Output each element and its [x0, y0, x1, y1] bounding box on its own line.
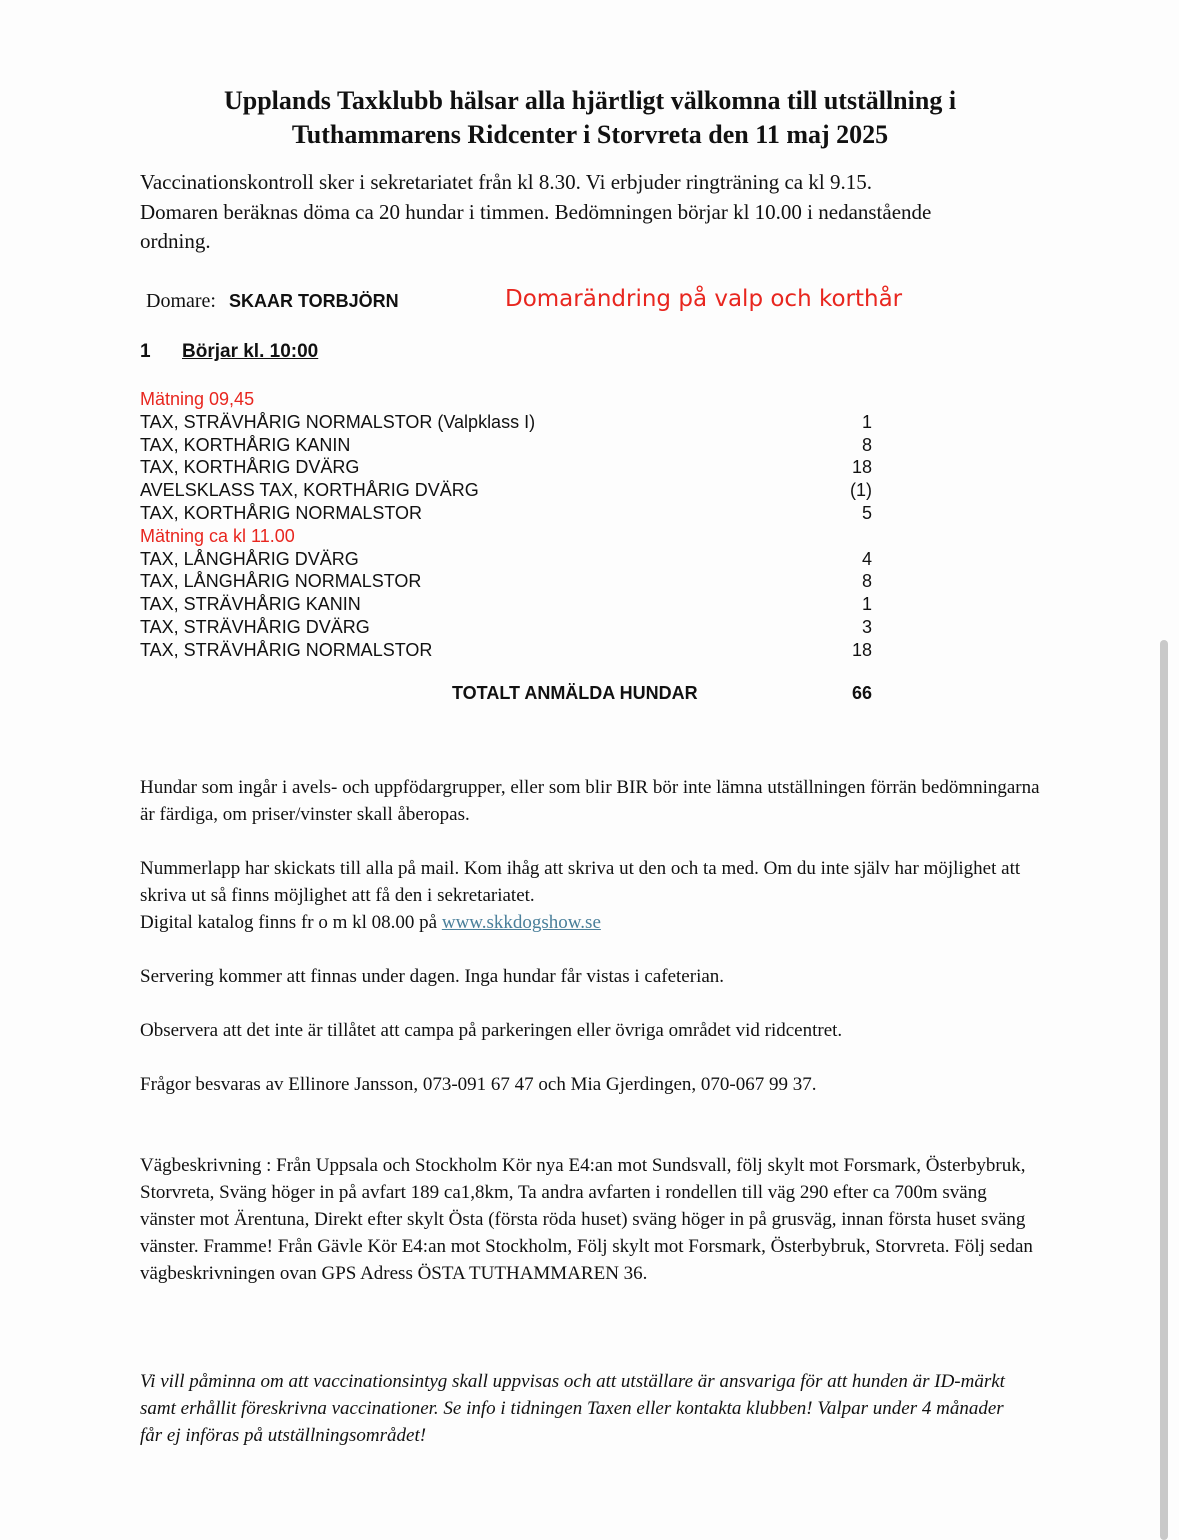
class-row	[140, 502, 880, 525]
class-row	[140, 593, 880, 616]
class-row	[140, 548, 880, 571]
groups-paragraph: Hundar som ingår i avels- och uppfödargrupper, eller som blir BIR bör inte lämna utställningen förrän bedömningarna är färdiga, om priser/vinster skall åberopas.	[140, 777, 1040, 825]
questions-paragraph: Frågor besvaras av Ellinore Jansson, 073-091 67 47 och Mia Gjerdingen, 070-067 99 37.	[140, 1074, 817, 1095]
number-tag-paragraph	[140, 855, 1050, 936]
class-count: 18	[851, 457, 872, 478]
class-count: 3	[861, 616, 872, 637]
class-count: 1	[861, 594, 872, 615]
catalog-link[interactable]: www.skkdogshow.se	[441, 912, 601, 933]
intro-text	[140, 168, 1050, 257]
total-row	[140, 683, 880, 707]
judge-name: SKAAR TORBJÖRN	[229, 291, 399, 311]
class-name: TAX, STRÄVHÅRIG KANIN	[140, 594, 361, 615]
class-count: 4	[861, 548, 872, 569]
camping-paragraph: Observera att det inte är tillåtet att campa på parkeringen eller övriga området vid ridcentret.	[140, 1020, 843, 1041]
ring-number: 1	[140, 341, 151, 362]
measurement-row	[140, 525, 880, 548]
vertical-scrollbar[interactable]	[1160, 640, 1168, 1540]
title-line-1: Upplands Taxklubb hälsar alla hjärtligt välkomna till utställning i	[223, 86, 957, 115]
class-count: 5	[861, 502, 872, 523]
ring-heading	[140, 341, 318, 363]
intro-line-2: Domaren beräknas döma ca 20 hundar i timmen. Bedömningen börjar kl 10.00 i nedanstående	[140, 199, 932, 224]
class-row	[140, 411, 880, 434]
class-count: (1)	[850, 480, 872, 501]
title-line-2: Tuthammarens Ridcenter i Storvreta den 11 maj 2025	[291, 120, 889, 149]
class-name: TAX, LÅNGHÅRIG DVÄRG	[140, 548, 359, 569]
number-tag-text: Nummerlapp har skickats till alla på mail. Kom ihåg att skriva ut den och ta med. Om du inte själv har möjlighet att skriva ut så finns möjlighet att få den i sekretariatet.	[140, 858, 1021, 906]
page-title	[140, 84, 1040, 152]
class-count: 18	[851, 639, 872, 660]
class-count: 1	[861, 411, 872, 432]
intro-line-3: ordning.	[140, 229, 211, 253]
measurement-row	[140, 388, 880, 411]
total-value: 66	[851, 683, 872, 703]
class-row	[140, 479, 880, 502]
directions-paragraph: Vägbeskrivning : Från Uppsala och Stockholm Kör nya E4:an mot Sundsvall, följ skylt mot Forsmark, Österbybruk, Storvreta, Sväng höger in på avfart 189 ca1,8km, Ta andra avfarten i rondellen till väg 290 efter ca 700m sväng vänster mot Ärentuna, Direkt efter skylt Östa (första röda huset) sväng höger in på grusväg, innan första huset sväng vänster. Framme! Från Gävle Kör E4:an mot Stockholm, Följ skylt mot Forsmark, Österbybruk, Storvreta. Följ sedan vägbeskrivningen ovan GPS Adress ÖSTA TUTHAMMAREN 36.	[140, 1155, 1033, 1284]
class-row	[140, 456, 880, 479]
judge-row	[146, 286, 1046, 318]
class-row	[140, 434, 880, 457]
catalog-text: Digital katalog finns fr o m kl 08.00 på	[140, 912, 442, 933]
class-name: TAX, STRÄVHÅRIG DVÄRG	[140, 616, 370, 637]
class-row	[140, 616, 880, 639]
class-row	[140, 639, 880, 662]
class-name: TAX, KORTHÅRIG KANIN	[140, 434, 351, 455]
class-count: 8	[861, 571, 872, 592]
class-count: 8	[861, 434, 872, 455]
serving-paragraph: Servering kommer att finnas under dagen. Inga hundar får vistas i cafeterian.	[140, 966, 725, 987]
class-name: AVELSKLASS TAX, KORTHÅRIG DVÄRG	[140, 480, 479, 501]
judge-change-note: Domarändring på valp och korthår	[505, 286, 903, 312]
class-name: TAX, STRÄVHÅRIG NORMALSTOR (Valpklass I)	[140, 411, 536, 432]
class-name: TAX, KORTHÅRIG NORMALSTOR	[140, 502, 423, 523]
class-row	[140, 570, 880, 593]
class-list	[140, 388, 880, 662]
intro-line-1: Vaccinationskontroll sker i sekretariatet från kl 8.30. Vi erbjuder ringträning ca kl 9.15.	[140, 170, 872, 194]
reminder-paragraph: Vi vill påminna om att vaccinationsintyg skall uppvisas och att utställare är ansvariga för att hunden är ID-märkt samt erhållit föreskrivna vaccinationer. Se info i tidningen Taxen eller kontakta klubben! Valpar under 4 månader får ej införas på utställningsområdet!	[140, 1371, 1005, 1446]
class-name: Mätning ca kl 11.00	[140, 525, 295, 546]
class-name: TAX, LÅNGHÅRIG NORMALSTOR	[140, 571, 422, 592]
class-name: TAX, STRÄVHÅRIG NORMALSTOR	[140, 639, 433, 660]
class-name: Mätning 09,45	[140, 389, 255, 409]
judge-label: Domare:	[146, 290, 216, 312]
total-label: TOTALT ANMÄLDA HUNDAR	[452, 683, 698, 703]
class-name: TAX, KORTHÅRIG DVÄRG	[140, 457, 360, 478]
ring-start-time: Börjar kl. 10:00	[182, 341, 319, 362]
